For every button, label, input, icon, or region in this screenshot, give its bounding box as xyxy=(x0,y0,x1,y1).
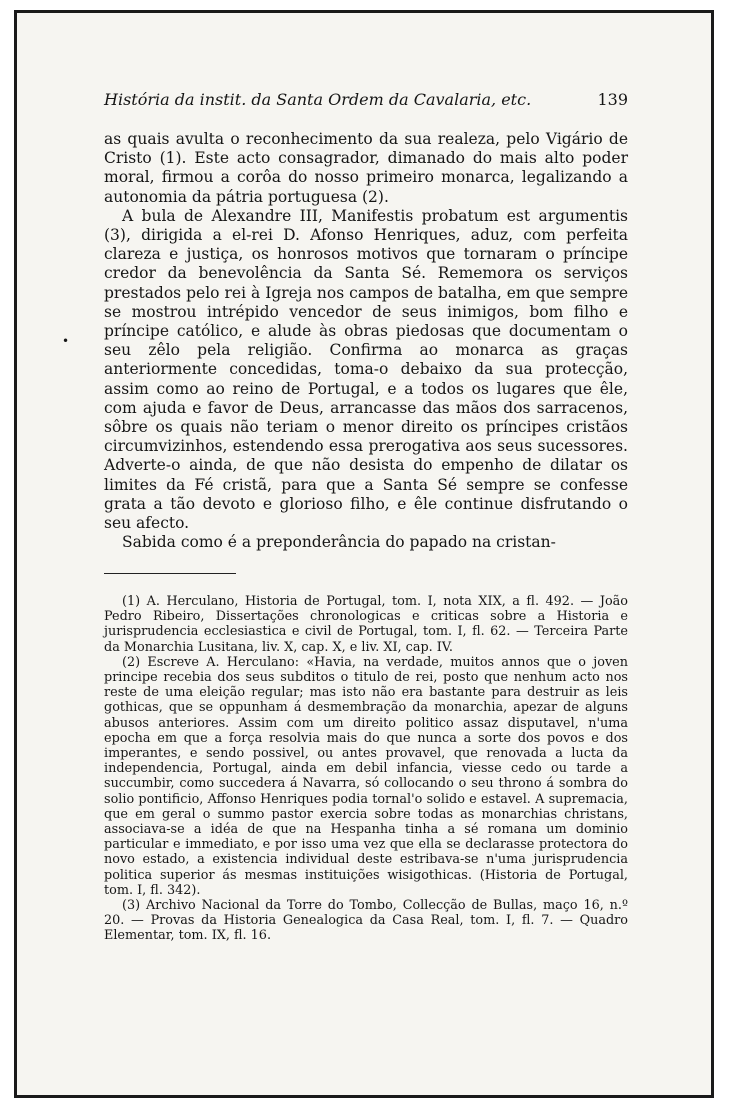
paragraph-1: as quais avulta o reconhecimento da sua realeza, pelo Vigário de Cristo (1). Este acto consagrador, dimanado do mais alto poder moral, firmou a corôa do nosso primeiro monarca, legalizando a autonomia da pátria portuguesa (2). xyxy=(104,130,628,206)
running-header xyxy=(104,90,628,110)
footnote-separator xyxy=(104,573,236,574)
footnote-2: (2) Escreve A. Herculano: «Havia, na verdade, muitos annos que o joven principe recebia dos seus subditos o titulo de rei, posto que nenhum acto nos reste de uma eleição regular; mas isto não era bastante para destruir as leis gothicas, que se oppunham á desmembração da monarchia, apezar de alguns abusos anteriores. Assim com um direito politico assaz disputavel, n'uma epocha em que a força resolvia mais do que nunca a sorte dos povos e dos imperantes, e sendo possivel, ou antes provavel, que renovada a lucta da independencia, Portugal, ainda em debil infancia, viesse cedo ou tarde a succumbir, como succedera á Navarra, só collocando o seu throno á sombra do solio pontificio, Affonso Henriques podia tornal'o solido e estavel. A supremacia, que em geral o summo pastor exercia sobre todas as monarchias christans, associava-se a idéa de que na Hespanha tinha a sé romana um dominio particular e immediato, e por isso uma vez que ella se declarasse protectora do novo estado, a existencia individual deste estribava-se n'uma jurisprudencia politica superior ás mesmas instituições wisigothicas. (Historia de Portugal, tom. I, fl. 342). xyxy=(104,654,628,898)
footnote-1: (1) A. Herculano, Historia de Portugal, tom. I, nota XIX, a fl. 492. — João Pedro Ribeiro, Dissertações chronologicas e criticas sobre a Historia e jurisprudencia ecclesiastica e civil de Portugal, tom. I, fl. 62. — Terceira Parte da Monarchia Lusitana, liv. X, cap. X, e liv. XI, cap. IV. xyxy=(104,594,628,655)
running-title: História da instit. da Santa Ordem da Cavalaria, etc. xyxy=(104,90,532,109)
paragraph-2: A bula de Alexandre III, Manifestis probatum est argumentis (3), dirigida a el-rei D. Afonso Henriques, aduz, com perfeita clareza e justiça, os honrosos motivos que tornaram o príncipe credor da benevolência da Santa Sé. Rememora os serviços prestados pelo rei à Igreja nos campos de batalha, em que sempre se mostrou intrépido vencedor de seus inimigos, bom filho e príncipe católico, e alude às obras piedosas que documentam o seu zêlo pela religião. Confirma ao monarca as graças anteriormente concedidas, toma-o debaixo da sua protecção, assim como ao reino de Portugal, e a todos os lugares que êle, com ajuda e favor de Deus, arrancasse das mãos dos sarracenos, sôbre os quais não teriam o menor direito os príncipes cristãos circumvizinhos, estendendo essa prerogativa aos seus sucessores. Adverte-o ainda, de que não desista do empenho de dilatar os limites da Fé cristã, para que a Santa Sé sempre se confesse grata a tão devoto e glorioso filho, e êle continue disfrutando o seu afecto. xyxy=(104,206,628,533)
page-number: 139 xyxy=(597,90,628,109)
footnote-3: (3) Archivo Nacional da Torre do Tombo, Collecção de Bullas, maço 16, n.º 20. — Provas da Historia Genealogica da Casa Real, tom. I, fl. 7. — Quadro Elementar, tom. IX, fl. 16. xyxy=(104,898,628,944)
main-text xyxy=(104,130,628,552)
footnotes xyxy=(104,594,628,944)
paragraph-3: Sabida como é a preponderância do papado na cristan- xyxy=(122,533,556,552)
margin-dot: • xyxy=(62,334,70,348)
